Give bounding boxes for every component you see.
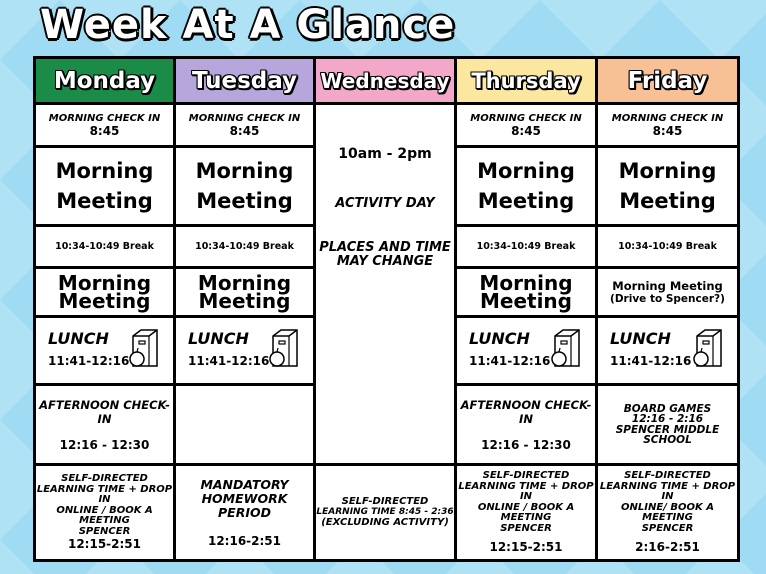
- thursday-afternoon: [457, 386, 595, 463]
- thursday-sdl-line3: ONLINE / BOOK A MEETING: [477, 501, 575, 523]
- friday-games-line3: SPENCER MIDDLE SCHOOL: [615, 423, 720, 446]
- thursday-meeting-2: [457, 269, 595, 315]
- page-title: Week At A Glance: [40, 2, 456, 48]
- header-wednesday: [316, 59, 454, 102]
- thursday-sdl-line2: LEARNING TIME + DROP IN: [458, 480, 594, 502]
- lunch-bag-apple-icon: [691, 328, 727, 368]
- thursday-sdl-time: 12:15-2:51: [489, 540, 563, 554]
- tuesday-checkin-label: MORNING CHECK IN: [188, 112, 301, 124]
- monday-meeting-1-line2: Meeting: [56, 189, 153, 213]
- tuesday-checkin: [176, 105, 313, 145]
- thursday-lunch-time: 11:41-12:16: [469, 354, 551, 368]
- monday-break-text: 10:34-10:49 Break: [55, 241, 154, 252]
- tuesday-meeting-2-line1: Morning: [197, 271, 292, 295]
- tuesday-meeting-1-line2: Meeting: [196, 189, 293, 213]
- friday-break: [598, 227, 737, 266]
- monday-lunch: [36, 318, 173, 383]
- monday-break: [36, 227, 173, 266]
- tuesday-break: [176, 227, 313, 266]
- monday-afternoon: [36, 386, 173, 463]
- thursday-sdl-line4: SPENCER: [500, 522, 552, 534]
- wednesday-sdl-line1: SELF-DIRECTED: [341, 495, 429, 507]
- friday-games-line1: BOARD GAMES: [623, 402, 712, 415]
- thursday-sdl: [457, 466, 595, 559]
- tuesday-meeting-1: [176, 148, 313, 224]
- friday-meeting-1-line2: Meeting: [619, 189, 716, 213]
- thursday-sdl-line1: SELF-DIRECTED: [482, 470, 570, 481]
- tuesday-meeting-2: [176, 269, 313, 315]
- friday-meeting-2-line2: (Drive to Spencer?): [610, 292, 725, 305]
- thursday-meeting-1-line2: Meeting: [477, 189, 575, 213]
- thursday-checkin-label: MORNING CHECK IN: [470, 112, 582, 124]
- friday-sdl: [598, 466, 737, 559]
- friday-sdl-line4: SPENCER: [641, 522, 694, 534]
- monday-checkin-time: 8:45: [89, 123, 120, 138]
- thursday-lunch: [457, 318, 595, 383]
- friday-meeting-1: [598, 148, 737, 224]
- tuesday-homework: [176, 466, 313, 559]
- friday-lunch-time: 11:41-12:16: [610, 354, 692, 368]
- schedule-grid: [33, 56, 740, 562]
- monday-meeting-2: [36, 269, 173, 315]
- monday-meeting-2-line1: Morning: [57, 271, 152, 295]
- friday-sdl-line3: ONLINE/ BOOK A MEETING: [621, 501, 714, 523]
- friday-checkin-time: 8:45: [652, 123, 683, 138]
- monday-meeting-1: [36, 148, 173, 224]
- monday-checkin-label: MORNING CHECK IN: [48, 112, 161, 124]
- tuesday-empty: [176, 386, 313, 463]
- lunch-bag-apple-icon: [127, 328, 163, 368]
- header-monday-label: Monday: [53, 67, 156, 94]
- monday-meeting-2-line2: Meeting: [58, 289, 151, 313]
- tuesday-break-text: 10:34-10:49 Break: [195, 241, 294, 252]
- tuesday-lunch-time: 11:41-12:16: [188, 354, 270, 368]
- monday-afternoon-time: 12:16 - 12:30: [59, 437, 150, 452]
- monday-meeting-1-line1: Morning: [55, 159, 154, 183]
- friday-board-games: [598, 386, 737, 463]
- wednesday-time: 10am - 2pm: [338, 146, 432, 162]
- header-friday: [598, 59, 737, 102]
- wednesday-sdl-line2: LEARNING TIME 8:45 - 2:36: [316, 507, 454, 518]
- lunch-bag-apple-icon: [549, 328, 585, 368]
- tuesday-checkin-time: 8:45: [229, 123, 260, 138]
- tuesday-homework-line1: MANDATORY: [200, 476, 289, 492]
- friday-checkin: [598, 105, 737, 145]
- friday-checkin-label: MORNING CHECK IN: [611, 112, 724, 124]
- friday-break-text: 10:34-10:49 Break: [618, 241, 717, 252]
- tuesday-meeting-2-line2: Meeting: [198, 289, 291, 313]
- thursday-break-text: 10:34-10:49 Break: [476, 241, 576, 252]
- monday-sdl-line3: ONLINE / BOOK A MEETING: [56, 504, 153, 526]
- wednesday-places-line2: MAY CHANGE: [336, 254, 434, 269]
- wednesday-places-line1: PLACES AND TIME: [319, 240, 451, 255]
- tuesday-homework-line2: HOMEWORK PERIOD: [201, 490, 288, 520]
- tuesday-lunch: [176, 318, 313, 383]
- friday-sdl-time: 2:16-2:51: [635, 540, 700, 554]
- monday-afternoon-label: AFTERNOON CHECK-IN: [39, 397, 170, 426]
- thursday-checkin-time: 8:45: [511, 123, 541, 138]
- friday-sdl-line2: LEARNING TIME + DROP IN: [599, 480, 736, 502]
- wednesday-sdl-line3: (EXCLUDING ACTIVITY): [321, 516, 449, 528]
- friday-games-time: 12:16 - 2:16: [631, 413, 704, 425]
- thursday-meeting-1-line1: Morning: [477, 159, 575, 183]
- friday-lunch: [598, 318, 737, 383]
- monday-sdl-line4: SPENCER: [78, 525, 131, 537]
- monday-sdl-line2: LEARNING TIME + DROP IN: [36, 483, 173, 505]
- monday-checkin: [36, 105, 173, 145]
- thursday-break: [457, 227, 595, 266]
- thursday-afternoon-label: AFTERNOON CHECK-IN: [460, 397, 592, 426]
- tuesday-lunch-label: LUNCH: [188, 329, 249, 348]
- thursday-meeting-1: [457, 148, 595, 224]
- wednesday-activity: [316, 105, 454, 463]
- wednesday-activity-label: ACTIVITY DAY: [335, 196, 435, 211]
- thursday-afternoon-time: 12:16 - 12:30: [481, 437, 571, 452]
- friday-lunch-label: LUNCH: [610, 329, 671, 348]
- header-thursday: [457, 59, 595, 102]
- monday-sdl: [36, 466, 173, 559]
- thursday-checkin: [457, 105, 595, 145]
- thursday-meeting-2-line2: Meeting: [479, 289, 572, 313]
- monday-sdl-line1: SELF-DIRECTED: [61, 473, 148, 484]
- friday-sdl-line1: SELF-DIRECTED: [624, 470, 711, 481]
- header-thursday-label: Thursday: [471, 68, 581, 93]
- header-monday: [36, 59, 173, 102]
- wednesday-sdl: [316, 466, 454, 559]
- friday-meeting-1-line1: Morning: [618, 159, 717, 183]
- tuesday-meeting-1-line1: Morning: [195, 159, 294, 183]
- monday-sdl-time: 12:15-2:51: [67, 537, 142, 551]
- friday-meeting-2-line1: Morning Meeting: [612, 278, 723, 293]
- monday-lunch-time: 11:41-12:16: [48, 354, 130, 368]
- header-wednesday-label: Wednesday: [320, 68, 450, 93]
- header-tuesday-label: Tuesday: [191, 67, 298, 94]
- friday-meeting-2: [598, 269, 737, 315]
- header-friday-label: Friday: [627, 67, 708, 94]
- lunch-bag-apple-icon: [267, 328, 303, 368]
- tuesday-homework-time: 12:16-2:51: [207, 533, 282, 548]
- thursday-lunch-label: LUNCH: [469, 329, 530, 348]
- thursday-meeting-2-line1: Morning: [479, 271, 573, 295]
- header-tuesday: [176, 59, 313, 102]
- monday-lunch-label: LUNCH: [48, 329, 109, 348]
